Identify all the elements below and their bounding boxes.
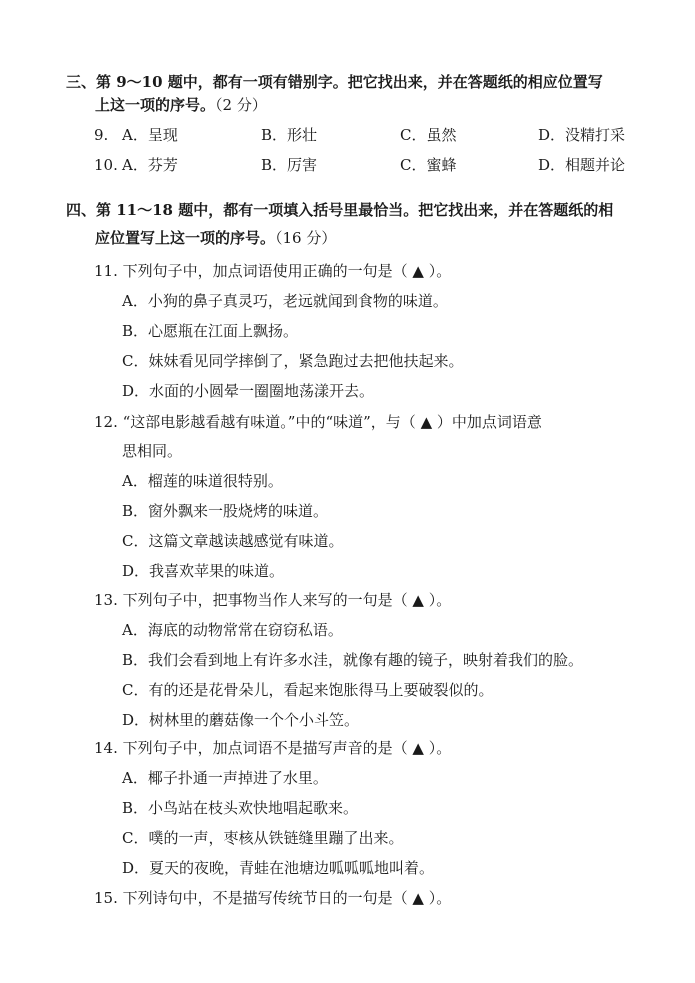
- q10-number: 10.: [94, 156, 118, 174]
- section4-heading-line1: 四、第 11～18 题中，都有一项填入括号里最恰当。把它找出来，并在答题纸的相: [66, 201, 614, 219]
- q10-option-a: A．芬芳: [122, 156, 178, 174]
- q12-option-d: D．我喜欢苹果的味道。: [122, 562, 285, 580]
- q13-option-b: B．我们会看到地上有许多水洼，就像有趣的镜子，映射着我们的脸。: [122, 651, 584, 669]
- q10-option-d: D．相题并论: [538, 156, 626, 174]
- q10-option-c: C．蜜蜂: [400, 156, 457, 174]
- q13-option-a: A．海底的动物常常在窃窃私语。: [122, 621, 343, 639]
- q14-stem: 14. 下列句子中，加点词语不是描写声音的是（ ▲ ）。: [94, 739, 452, 757]
- q12-option-a: A．榴莲的味道很特别。: [122, 472, 283, 490]
- q15-stem: 15. 下列诗句中，不是描写传统节日的一句是（ ▲ ）。: [94, 889, 452, 907]
- q9-option-c: C．虽然: [400, 126, 457, 144]
- q11-stem: 11. 下列句子中，加点词语使用正确的一句是（ ▲ ）。: [94, 262, 452, 280]
- section3-heading-line2: [95, 95, 267, 115]
- q14-option-c: C．噗的一声，枣核从铁链缝里蹦了出来。: [122, 829, 404, 847]
- q12-option-c: C．这篇文章越读越感觉有味道。: [122, 532, 344, 550]
- q14-option-b: B．小鸟站在枝头欢快地唱起歌来。: [122, 799, 359, 817]
- q9-option-b: B．形壮: [261, 126, 318, 144]
- section3-score: （2 分）: [215, 96, 267, 114]
- q14-option-d: D．夏天的夜晚，青蛙在池塘边呱呱呱地叫着。: [122, 859, 435, 877]
- q11-option-d: D．水面的小圆晕一圈圈地荡漾开去。: [122, 382, 375, 400]
- q11-option-c: C．妹妹看见同学摔倒了，紧急跑过去把他扶起来。: [122, 352, 464, 370]
- q12-option-b: B．窗外飘来一股烧烤的味道。: [122, 502, 329, 520]
- section4-score: （16 分）: [275, 229, 337, 247]
- q11-option-a: A．小狗的鼻子真灵巧，老远就闻到食物的味道。: [122, 292, 448, 310]
- q11-option-b: B．心愿瓶在江面上飘扬。: [122, 322, 299, 340]
- q14-option-a: A．椰子扑通一声掉进了水里。: [122, 769, 328, 787]
- q13-option-c: C．有的还是花骨朵儿，看起来饱胀得马上要破裂似的。: [122, 681, 494, 699]
- section3-heading-line1: 三、第 9～10 题中，都有一项有错别字。把它找出来，并在答题纸的相应位置写: [66, 73, 603, 91]
- q9-option-a: A．呈现: [122, 126, 178, 144]
- q13-option-d: D．树林里的蘑菇像一个个小斗笠。: [122, 711, 360, 729]
- q13-stem: 13. 下列句子中，把事物当作人来写的一句是（ ▲ ）。: [94, 591, 452, 609]
- q12-stem-line2: 思相同。: [122, 442, 183, 460]
- section4-heading-text: 应位置写上这一项的序号。: [95, 229, 276, 247]
- section3-heading-text: 上这一项的序号。: [95, 96, 216, 114]
- q12-stem-line1: 12. “这部电影越看越有味道。”中的“味道”，与（ ▲ ）中加点词语意: [94, 413, 542, 431]
- q10-option-b: B．厉害: [261, 156, 318, 174]
- q9-number: 9.: [94, 126, 109, 144]
- q9-option-d: D．没精打采: [538, 126, 626, 144]
- section4-heading-line2: [95, 228, 336, 248]
